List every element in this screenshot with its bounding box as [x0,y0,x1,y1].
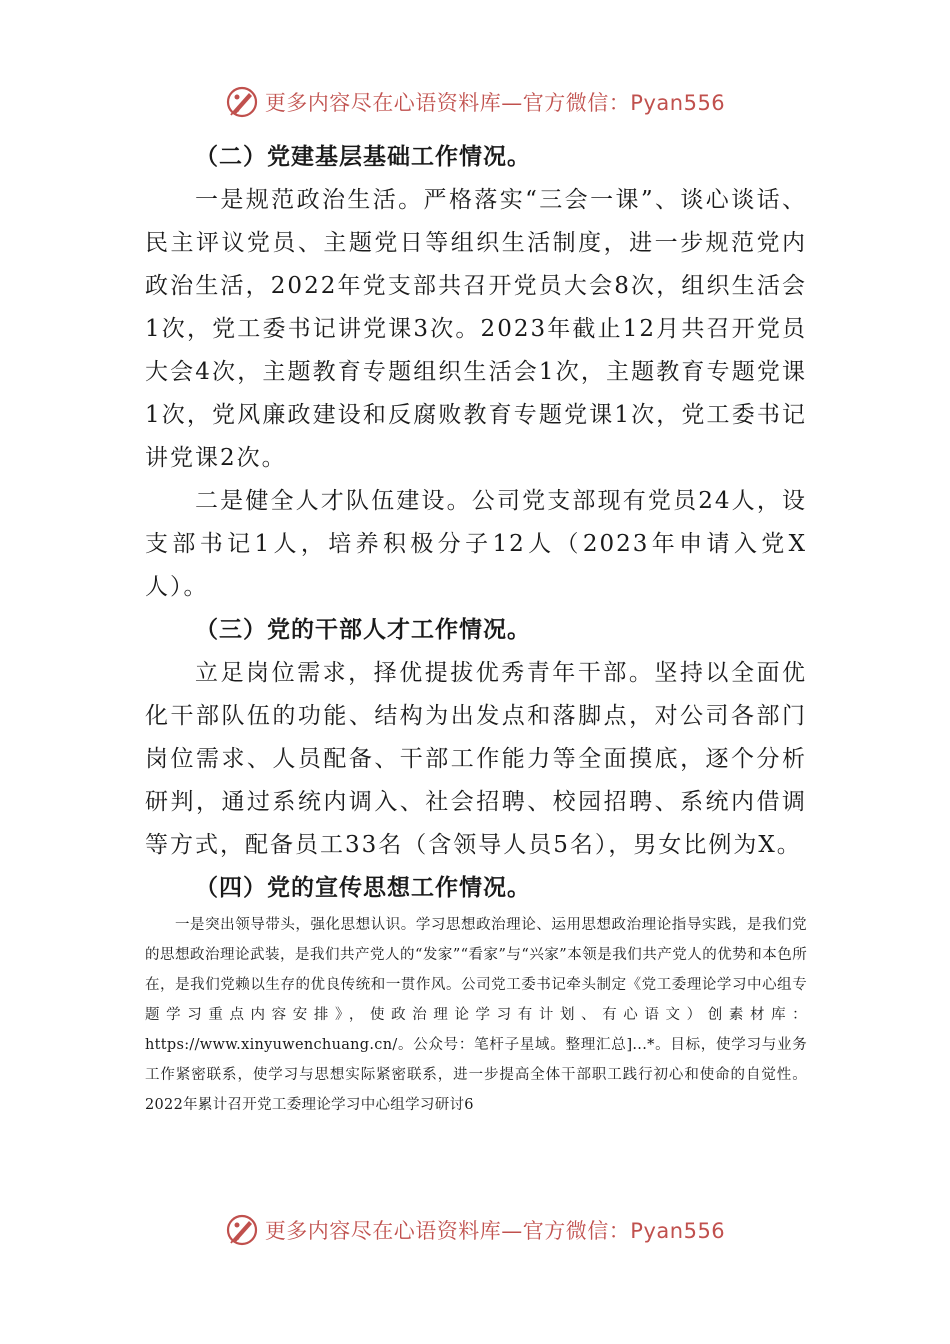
section-heading-2: （二）党建基层基础工作情况。 [195,144,531,170]
pen-logo-icon [225,1213,259,1247]
pen-logo-icon [225,85,259,119]
paragraph-small: 一是突出领导带头，强化思想认识。学习思想政治理论、运用思想政治理论指导实践，是我们党的思想政治理论武装，是我们共产党人的“发家”“看家”与“兴家”本领是我们共产党人的优势和本色所在，是我们党赖以生存的优良传统和一贯作风。公司党工委书记牵头制定《党工委理论学习中心组专题学习重点内容安排》，使政治理论学习有计划、有心语文）创素材库：https://www.xinyuwenchuang.cn/。公众号：笔杆子星域。整理汇总]...*。目标，使学习与业务工作紧密联系，使学习与思想实际紧密联系，进一步提高全体干部职工践行初心和使命的自觉性。2022年累计召开党工委理论学习中心组学习研讨6 [145,917,807,1113]
paragraph: 立足岗位需求，择优提拔优秀青年干部。坚持以全面优化干部队伍的功能、结构为出发点和落脚点，对公司各部门岗位需求、人员配备、干部工作能力等全面摸底，逐个分析研判，通过系统内调入、社会招聘、校园招聘、系统内借调等方式，配备员工33名（含领导人员5名），男女比例为X。 [145,660,807,858]
section-heading-3: （三）党的干部人才工作情况。 [195,617,531,643]
header-banner [0,80,950,124]
section-heading-4: （四）党的宣传思想工作情况。 [195,875,531,901]
document-body [145,136,807,1120]
footer-banner [0,1208,950,1252]
paragraph: 二是健全人才队伍建设。公司党支部现有党员24人，设支部书记1人，培养积极分子12人（2023年申请入党X人）。 [145,488,807,600]
footer-banner-text: 更多内容尽在心语资料库—官方微信：Pyan556 [264,1219,726,1243]
header-banner-text: 更多内容尽在心语资料库—官方微信：Pyan556 [264,91,726,115]
paragraph: 一是规范政治生活。严格落实“三会一课”、谈心谈话、民主评议党员、主题党日等组织生活制度，进一步规范党内政治生活，2022年党支部共召开党员大会8次，组织生活会1次，党工委书记讲党课3次。2023年截止12月共召开党员大会4次，主题教育专题组织生活会1次，主题教育专题党课1次，党风廉政建设和反腐败教育专题党课1次，党工委书记讲党课2次。 [145,187,807,471]
